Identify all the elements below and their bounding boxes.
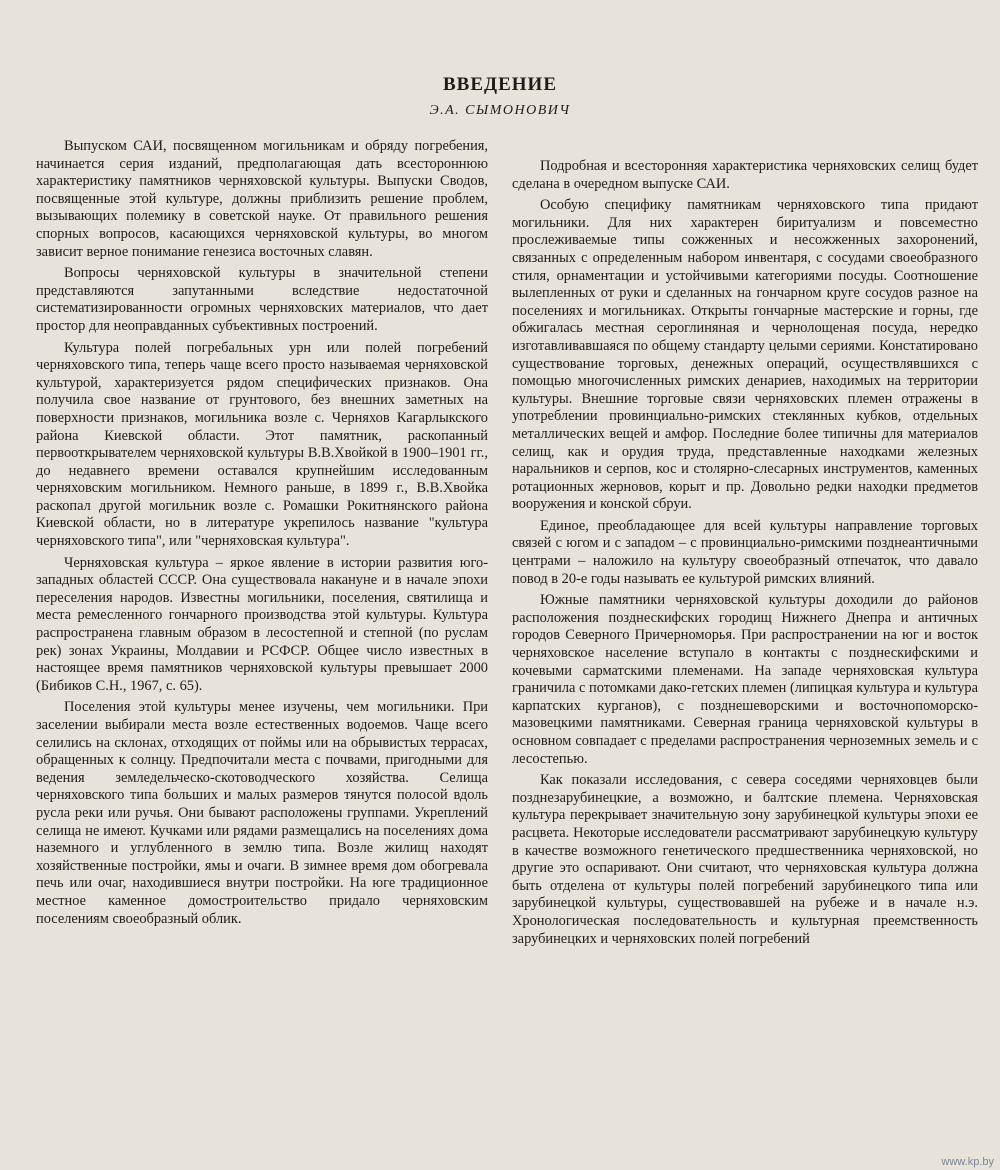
paragraph: Единое, преобладающее для всей культуры направление торговых связей с югом и с западом – с провинциально-римскими позднеантичными центрами – наложило на культуру своеобразный отпечаток, что давало повод в 20-е годы называть ее культурой римских влияний. <box>512 517 978 587</box>
chapter-title: ВВЕДЕНИЕ <box>443 74 557 95</box>
paragraph: Черняховская культура – яркое явление в истории развития юго-западных областей СССР. Она существовала накануне и в начале эпохи переселения народов. Известны могильники, поселения, святилища и места ремесленного гончарного производства этой культуры. Культура распространена главным образом в лесостепной и степной (по руслам рек) зонах Украины, Молдавии и РСФСР. Общее число известных в настоящее время памятников черняховской культуры превышает 2000 (Бибиков С.Н., 1967, с. 65). <box>36 554 488 694</box>
paragraph: Выпуском САИ, посвященном могильникам и обряду погребения, начинается серия изданий, предполагающая дать всестороннюю характеристику памятников черняховской культуры. Выпуски Сводов, посвященные этой культуре, должны приблизить решение проблем, вызывающих полемику в советской науке. От правильного решения спорных вопросов, касающихся черняховской культуры, во многом зависит верное понимание генезиса восточных славян. <box>36 138 488 260</box>
paragraph: Культура полей погребальных урн или полей погребений черняховского типа, теперь чаще всего просто называемая черняховской культурой, характеризуется рядом специфических признаков. Она получила свое название от грунтового, без внешних заметных на поверхности признаков, могильника возле с. Черняхов Кагарлыкского района Киевской области. Этот памятник, раскопанный первооткрывателем черняховской культуры В.В.Хвойкой в 1900–1901 гг., до недавнего времени оставался крупнейшим исследованным черняховским могильником. Немного раньше, в 1899 г., В.В.Хвойка раскопал другой могильник возле с. Ромашки Рокитнянского района Киевской области, но в литературе укрепилось название "культура черняховского типа", или "черняховская культура". <box>36 339 488 550</box>
paragraph: Подробная и всесторонняя характеристика черняховских селищ будет сделана в очередном выпуске САИ. <box>512 158 978 192</box>
paragraph: Поселения этой культуры менее изучены, чем могильники. При заселении выбирали места возле естественных водоемов. Чаще всего селились на склонах, отходящих от поймы или на обрывистых террасах, обращенных к солнцу. Предпочитали места с почвами, пригодными для ведения земледельческо-скотоводческого хозяйства. Селища черняховского типа больших и малых размеров тянутся полосой вдоль русла реки или ручья. Они бывают расположены группами. Укреплений селища не имеют. Кучками или рядами размещались на поселениях дома наземного и углубленного в землю типа. Возле жилищ находят хозяйственные постройки, ямы и очаги. В зимнее время дом обогревала печь или очаг, находившиеся внутри постройки. На юге традиционное местное каменное домостроительство придало черняховским поселениям своеобразный облик. <box>36 699 488 927</box>
right-column <box>512 158 978 952</box>
paragraph: Особую специфику памятникам черняховского типа придают могильники. Для них характерен биритуализм и повсеместно прослеживаемые типы сожженных и несожженных захоронений, связанных с определенным набором инвентаря, с сосудами своеобразного стиля, орнаментации и устойчивыми категориями посуды. Соотношение вылепленных от руки и сделанных на гончарном круге сосудов разное на поселениях и могильниках. Открыты гончарные мастерские и горны, где обжигалась местная сероглиняная и чернолощеная посуда, нередко изготавливавшаяся по общему стандарту целыми сериями. Констатировано существование торговых, денежных операций, осуществлявшихся с помощью многочисленных римских денариев, находимых на территории культуры. Внешние торговые связи черняховских племен отражены в употреблении провинциально-римских стеклянных кубков, отдельных металлических вещей и амфор. Последние более типичны для материалов селищ, как и орудия труда, представленные находками железных наральников и серпов, кос и столярно-слесарных инструментов, каменных ротационных жерновов, корыт и пр. Довольно редки находки предметов вооружения и конской сбруи. <box>512 197 978 513</box>
chapter-author: Э.А. СЫМОНОВИЧ <box>429 103 571 118</box>
paragraph: Южные памятники черняховской культуры доходили до районов расположения позднескифских городищ Нижнего Днепра и античных городов Северного Причерноморья. При распространении на юг и восток черняховское население вступало в контакты с позднескифскими и кочевыми сарматскими племенами. На западе черняховская культура граничила с потомками дако-гетских племен (липицкая культура и культура карпатских курганов), с позднешеворскими и восточнопоморско-мазовецкими памятниками. Северная граница черняховской культуры в основном совпадает с пределами распространения черноземных земель и с лесостепью. <box>512 592 978 767</box>
paragraph: Вопросы черняховской культуры в значительной степени представляются запутанными вследствие недостаточной систематизированности огромных черняховских материалов, что дает простор для неоправданных субъективных построений. <box>36 265 488 334</box>
paragraph: Как показали исследования, с севера соседями черняховцев были позднезарубинецкие, а возможно, и балтские племена. Черняховская культура перекрывает значительную зону зарубинецкой культуры эпохи ее расцвета. Некоторые исследователи рассматривают зарубинецкую культуру в качестве возможного генетического предшественника черняховской, но другие это оспаривают. Они считают, что черняховская культура должна быть отделена от культуры полей погребений зарубинецкого типа или зарубинецкой культуры, существовавшей на рубеже и в начале н.э. Хронологическая последовательность и культурная преемственность зарубинецких и черняховских полей погребений <box>512 772 978 947</box>
watermark: www.kp.by <box>941 1156 994 1168</box>
left-column <box>36 138 488 932</box>
